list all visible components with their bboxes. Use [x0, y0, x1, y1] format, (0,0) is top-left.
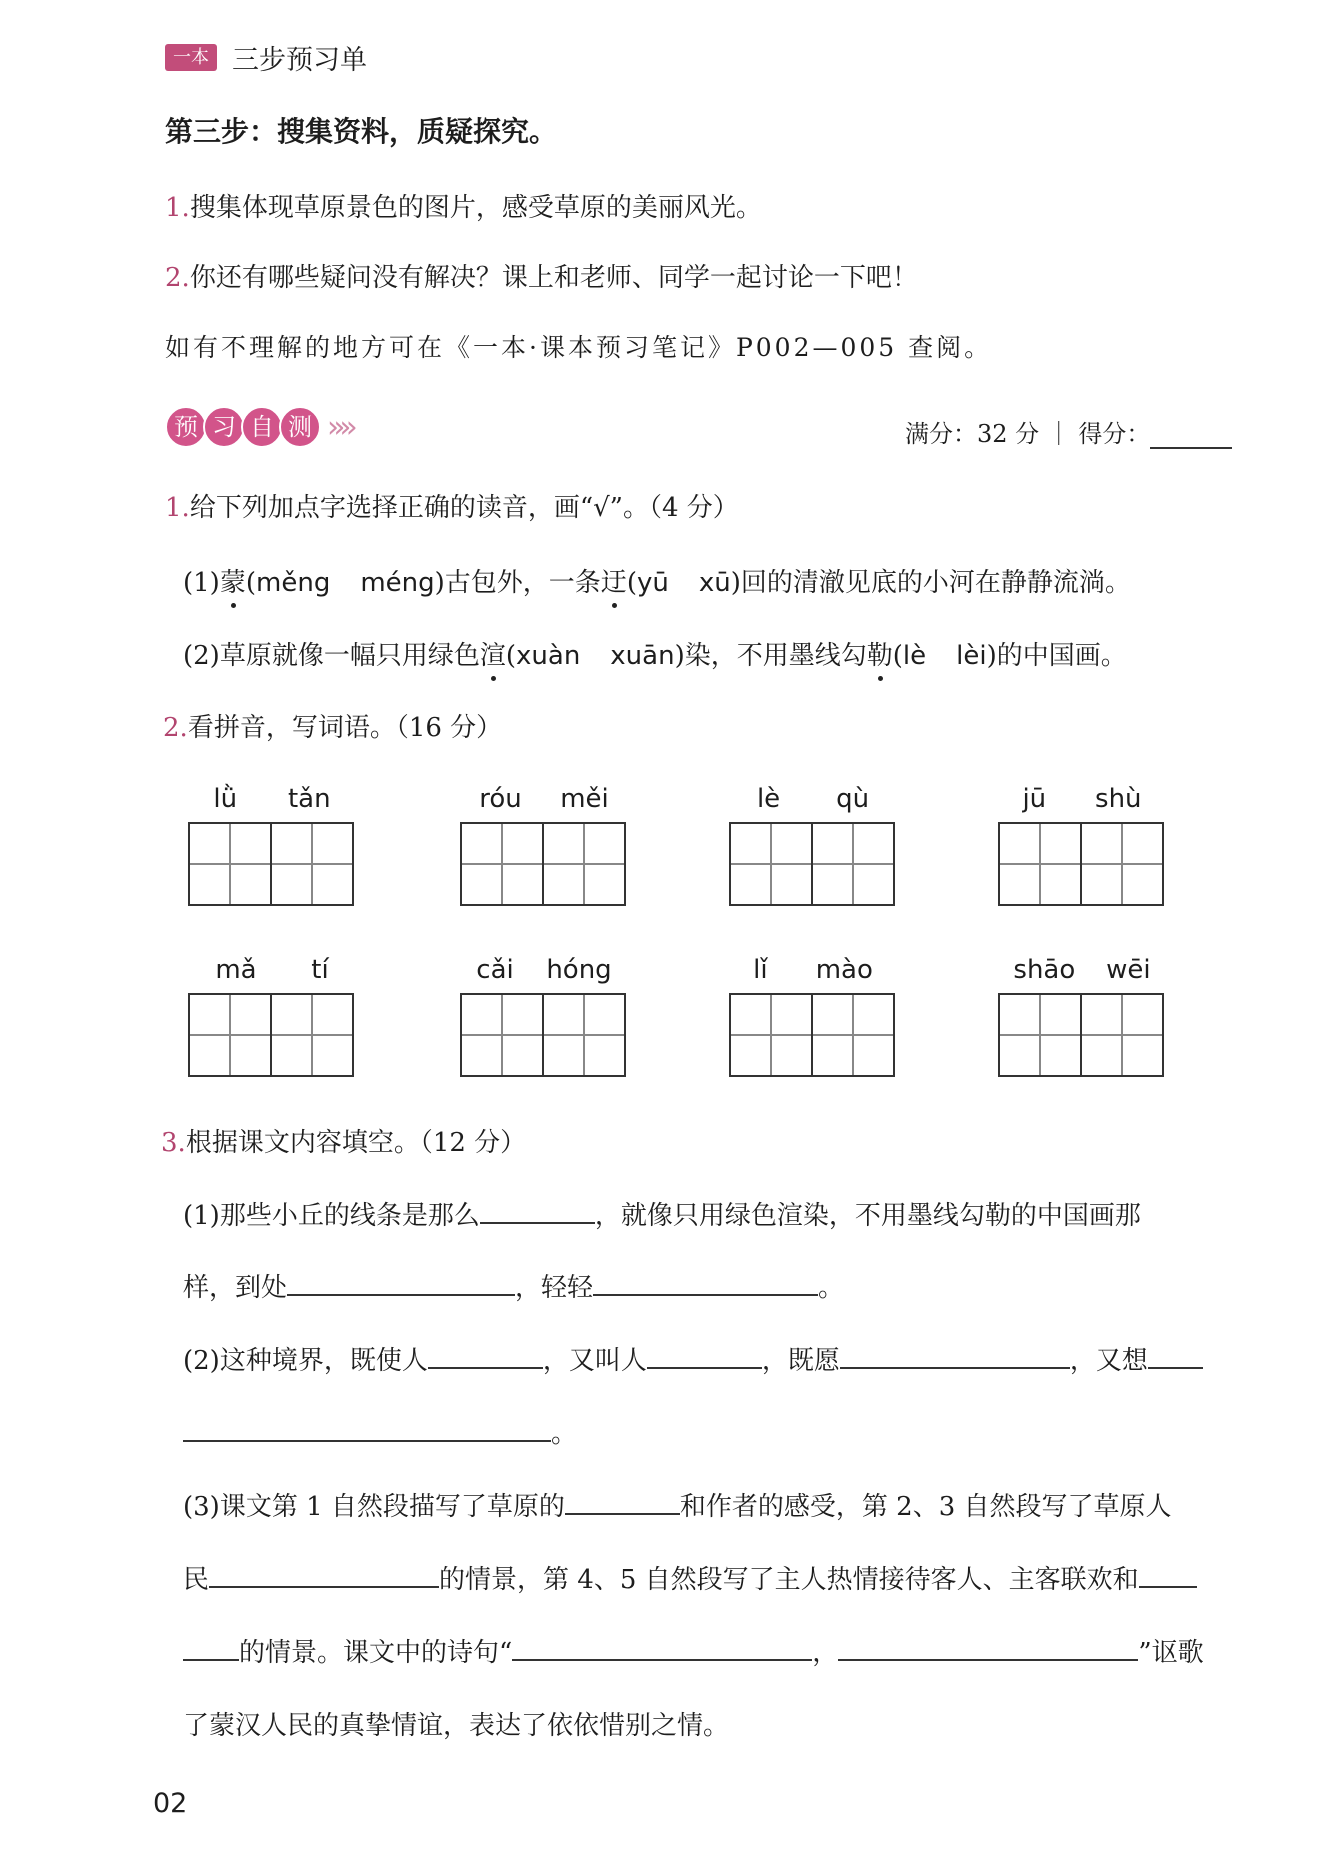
pinyin: měi	[560, 784, 609, 814]
fill-blank[interactable]	[838, 1635, 1138, 1661]
pinyin: shù	[1095, 784, 1142, 814]
q3-line-1	[183, 1195, 1141, 1232]
pinyin: lè	[756, 784, 781, 814]
text: 。	[818, 1273, 845, 1303]
pinyin: shāo	[1013, 955, 1076, 985]
fill-blank[interactable]	[647, 1343, 762, 1369]
pinyin-option[interactable]: xū	[698, 568, 731, 598]
step3-heading: 第三步：搜集资料，质疑探究。	[165, 115, 558, 148]
item-number: 2.	[165, 263, 190, 293]
pinyin: mào	[815, 955, 873, 985]
dotted-char: 渲	[480, 635, 506, 672]
writing-cell[interactable]	[544, 993, 626, 1077]
writing-cell[interactable]	[188, 822, 272, 906]
q3-line-4	[183, 1413, 577, 1450]
text: )染，不用墨线勾	[674, 641, 867, 671]
fill-blank[interactable]	[183, 1416, 551, 1442]
pinyin-option[interactable]: lè	[902, 641, 927, 671]
text: (	[505, 641, 517, 671]
fill-blank[interactable]	[428, 1343, 543, 1369]
text: (2)草原就像一幅只用绿色	[183, 641, 480, 671]
fill-blank[interactable]	[565, 1489, 680, 1515]
text: 和作者的感受，第 2、3 自然段写了草原人	[679, 1492, 1172, 1522]
text: (2)这种境界，既使人	[183, 1346, 428, 1376]
question-number: 3.	[161, 1128, 186, 1158]
text: 样，到处	[183, 1273, 288, 1303]
text: (	[626, 568, 637, 598]
word-box	[998, 955, 1166, 1077]
writing-cell[interactable]	[272, 822, 354, 906]
pinyin: lǐ	[753, 955, 768, 985]
q3-line-2	[183, 1267, 844, 1304]
text: (	[892, 641, 903, 671]
badge-char: 习	[203, 406, 245, 448]
q2-title	[163, 707, 502, 744]
pinyin: cǎi	[476, 955, 514, 985]
pinyin: jū	[1022, 784, 1047, 814]
word-box	[188, 955, 356, 1077]
text: 民	[183, 1565, 210, 1595]
reference-note: 如有不理解的地方可在《一本·课本预习笔记》P002—005 查阅。	[165, 333, 993, 362]
writing-cell[interactable]	[729, 822, 813, 906]
badge-char: 测	[279, 406, 321, 448]
q3-line-6	[183, 1559, 1197, 1596]
fill-blank[interactable]	[183, 1635, 239, 1661]
dotted-char: 蒙	[220, 562, 246, 599]
fill-blank[interactable]	[287, 1270, 515, 1296]
text: ，既愿	[761, 1346, 840, 1376]
page-header-title: 三步预习单	[232, 45, 367, 76]
step3-item-2	[165, 257, 918, 294]
score-line	[905, 414, 1232, 449]
writing-cell[interactable]	[813, 822, 895, 906]
item-number: 1.	[165, 193, 190, 223]
pinyin: hóng	[546, 955, 612, 985]
writing-cell[interactable]	[1082, 993, 1164, 1077]
writing-cell[interactable]	[1082, 822, 1164, 906]
text: ，就像只用绿色渲染，不用墨线勾勒的中国画那	[594, 1201, 1141, 1231]
question-text: 给下列加点字选择正确的读音，画“√”。（4 分）	[189, 493, 739, 523]
fill-blank[interactable]	[593, 1270, 818, 1296]
text: (	[245, 568, 257, 598]
text: (1)	[183, 568, 220, 598]
step3-item-1	[165, 187, 762, 224]
pinyin-option[interactable]: xuàn	[516, 641, 581, 671]
self-test-badge	[165, 406, 352, 448]
item-text: 搜集体现草原景色的图片，感受草原的美丽风光。	[189, 193, 762, 223]
question-number: 2.	[163, 713, 188, 743]
double-arrow-icon: »»	[327, 409, 352, 445]
q1-sentence-1	[183, 562, 1131, 599]
word-box	[998, 784, 1166, 906]
q1-title	[165, 487, 739, 524]
pinyin: mǎ	[215, 955, 257, 985]
text: )回的清澈见底的小河在静静流淌。	[730, 568, 1131, 598]
text: 。	[551, 1419, 578, 1449]
fill-blank[interactable]	[480, 1198, 595, 1224]
text: 的情景，第 4、5 自然段写了主人热情接待客人、主客联欢和	[439, 1565, 1139, 1595]
word-box	[460, 784, 628, 906]
badge-char: 预	[165, 406, 207, 448]
pinyin-option[interactable]: yū	[636, 568, 669, 598]
q1-sentence-2	[183, 635, 1127, 672]
pinyin: tǎn	[287, 784, 331, 814]
text: ，轻轻	[515, 1273, 594, 1303]
text: (3)课文第 1 自然段描写了草原的	[183, 1492, 565, 1522]
q3-line-5	[183, 1486, 1172, 1523]
word-box	[460, 955, 628, 1077]
text: 了蒙汉人民的真挚情谊，表达了依依惜别之情。	[183, 1711, 730, 1741]
dotted-char: 迂	[601, 562, 627, 599]
q3-line-3	[183, 1340, 1203, 1377]
word-box	[729, 784, 897, 906]
q3-title	[161, 1122, 526, 1159]
score-label: 满分：32 分 ｜ 得分：	[905, 420, 1151, 448]
pinyin-option[interactable]: xuān	[610, 641, 675, 671]
brand-badge: 一本	[165, 44, 217, 71]
badge-char: 自	[241, 406, 283, 448]
fill-blank[interactable]	[1139, 1562, 1197, 1588]
score-blank[interactable]	[1150, 425, 1232, 449]
text: ，	[812, 1638, 839, 1668]
page-number: 02	[153, 1788, 188, 1819]
pinyin-option[interactable]: lèi	[956, 641, 987, 671]
writing-cell[interactable]	[729, 993, 813, 1077]
writing-cell[interactable]	[544, 822, 626, 906]
text: (1)那些小丘的线条是那么	[183, 1201, 480, 1231]
question-text: 根据课文内容填空。（12 分）	[185, 1128, 527, 1158]
text: ，又叫人	[542, 1346, 647, 1376]
writing-cell[interactable]	[460, 822, 544, 906]
writing-cell[interactable]	[188, 993, 272, 1077]
text: 的情景。课文中的诗句“	[239, 1638, 513, 1668]
pinyin: róu	[479, 784, 522, 814]
writing-cell[interactable]	[272, 993, 354, 1077]
pinyin: qù	[836, 784, 870, 814]
question-number: 1.	[165, 493, 190, 523]
item-text: 你还有哪些疑问没有解决？课上和老师、同学一起讨论一下吧！	[189, 263, 918, 293]
word-box	[729, 955, 897, 1077]
pinyin: lǜ	[213, 784, 238, 814]
writing-cell[interactable]	[998, 822, 1082, 906]
question-text: 看拼音，写词语。（16 分）	[187, 713, 503, 743]
pinyin: wēi	[1106, 955, 1151, 985]
text: )古包外，一条	[434, 568, 601, 598]
pinyin: tí	[311, 955, 329, 985]
fill-blank[interactable]	[512, 1635, 812, 1661]
fill-blank[interactable]	[840, 1343, 1070, 1369]
dotted-char: 勒	[867, 635, 893, 672]
fill-blank[interactable]	[1148, 1343, 1203, 1369]
writing-cell[interactable]	[813, 993, 895, 1077]
pinyin-option[interactable]: méng	[360, 568, 435, 598]
text: ”讴歌	[1138, 1638, 1204, 1668]
fill-blank[interactable]	[209, 1562, 439, 1588]
writing-cell[interactable]	[998, 993, 1082, 1077]
q3-line-7	[183, 1632, 1204, 1669]
text: ，又想	[1069, 1346, 1148, 1376]
text: )的中国画。	[986, 641, 1127, 671]
word-box	[188, 784, 356, 906]
pinyin-option[interactable]: měng	[256, 568, 331, 598]
q3-line-8	[183, 1705, 729, 1742]
writing-cell[interactable]	[460, 993, 544, 1077]
